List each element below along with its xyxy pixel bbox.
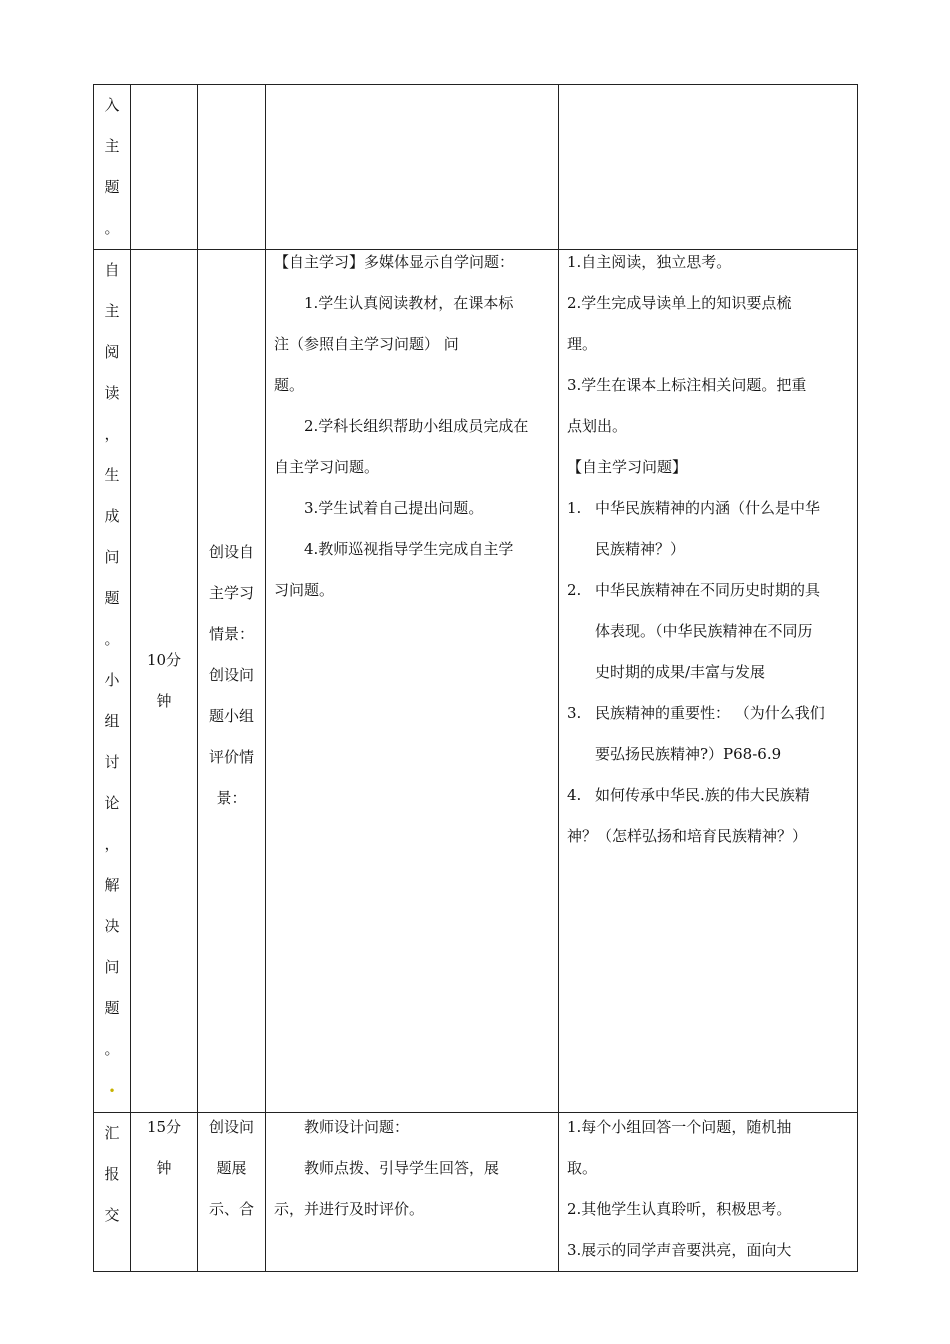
stage-char: ， [104, 425, 120, 443]
questions-list [567, 488, 849, 857]
stage-char: 成 [104, 507, 120, 525]
question-text: 体表现。（中华民族精神在不同历 [595, 622, 813, 640]
stage-char: 阅 [104, 343, 120, 361]
time-line: 钟 [156, 1159, 172, 1177]
teacher-line: 教师点拨、引导学生回答，展 [304, 1159, 500, 1177]
question-number [567, 611, 595, 652]
scene-line: 情景： [208, 625, 254, 643]
teacher-activity-cell [266, 250, 559, 1113]
stage-char: 题 [104, 178, 120, 196]
scene-line: 创设问 [208, 1118, 254, 1136]
question-number: 1. [567, 499, 582, 517]
teacher-line: 1.学生认真阅读教材，在课本标 [304, 294, 514, 312]
table-row [94, 85, 858, 250]
scene-line: 主学习 [208, 584, 254, 602]
scene-line: 示、合 [208, 1200, 254, 1218]
scene-cell [198, 85, 266, 250]
list-item [567, 529, 849, 570]
stage-char: 。 [104, 630, 120, 648]
student-line: 理。 [567, 335, 598, 353]
stage-char: 入 [104, 96, 120, 114]
student-line: 2.学生完成导读单上的知识要点梳 [567, 294, 792, 312]
stage-char: 。 [104, 219, 120, 237]
student-line: 3.学生在课本上标注相关问题。把重 [567, 376, 807, 394]
stage-char: 题 [104, 589, 120, 607]
question-number [567, 734, 595, 775]
stage-char: 主 [104, 302, 120, 320]
student-activity-cell [559, 1113, 858, 1272]
stage-char: 生 [104, 466, 120, 484]
question-text: 如何传承中华民.族的伟大民族精 [595, 786, 810, 804]
teacher-line: 2.学科长组织帮助小组成员完成在 [304, 417, 529, 435]
stage-char: 读 [104, 384, 120, 402]
student-line: 1.自主阅读，独立思考。 [567, 253, 732, 271]
student-activity-cell [559, 85, 858, 250]
teacher-activity-cell [266, 85, 559, 250]
time-line: 15分 [146, 1118, 182, 1136]
list-item [567, 652, 849, 693]
stage-char: 题 [104, 999, 120, 1017]
questions-title: 【自主学习问题】 [567, 458, 688, 476]
teacher-line: 4.教师巡视指导学生完成自主学 [304, 540, 514, 558]
table-row [94, 250, 858, 1113]
question-text: 民族精神的重要性： （为什么我们 [595, 704, 825, 722]
stage-char: 交 [104, 1206, 120, 1224]
question-number: 3. [567, 704, 582, 722]
question-text: 民族精神？） [595, 540, 686, 558]
question-number: 2. [567, 581, 582, 599]
student-line: 3.展示的同学声音要洪亮，面向大 [567, 1241, 792, 1259]
scene-line: 景： [216, 789, 247, 807]
question-text: 中华民族精神在不同历史时期的具 [595, 581, 821, 599]
scene-cell [198, 1113, 266, 1272]
student-line: 2.其他学生认真聆听，积极思考。 [567, 1200, 792, 1218]
stage-char: 解 [104, 876, 120, 894]
stage-char: 问 [104, 958, 120, 976]
list-item [567, 816, 849, 857]
stage-char: 决 [104, 917, 120, 935]
teacher-line: 题。 [274, 376, 305, 394]
teacher-line: 【自主学习】多媒体显示自学问题： [274, 253, 515, 271]
stage-char: 自 [104, 261, 120, 279]
list-item [567, 734, 849, 775]
list-item [567, 570, 849, 611]
question-text: 中华民族精神的内涵（什么是中华 [595, 499, 821, 517]
marker-dot: • [108, 1084, 116, 1098]
stage-char: 论 [104, 794, 120, 812]
time-cell [131, 250, 198, 1113]
question-number: 4. [567, 786, 582, 804]
scene-cell [198, 250, 266, 1113]
stage-cell [94, 1113, 131, 1272]
teacher-line: 自主学习问题。 [274, 458, 380, 476]
stage-char: 讨 [104, 753, 120, 771]
lesson-plan-table [93, 84, 858, 1272]
scene-line: 评价情 [208, 748, 254, 766]
student-line: 1.每个小组回答一个问题，随机抽 [567, 1118, 792, 1136]
time-line: 钟 [156, 692, 172, 710]
stage-char: ， [104, 835, 120, 853]
question-number [567, 652, 595, 693]
scene-line: 题展 [216, 1159, 247, 1177]
question-text: 要弘扬民族精神?）P68-6.9 [595, 745, 782, 763]
stage-char: 报 [104, 1165, 120, 1183]
time-cell [131, 1113, 198, 1272]
teacher-line: 教师设计问题： [304, 1118, 410, 1136]
stage-char: 小 [104, 671, 120, 689]
scene-line: 题小组 [208, 707, 254, 725]
teacher-line: 习问题。 [274, 581, 335, 599]
stage-char: 主 [104, 137, 120, 155]
table-row [94, 1113, 858, 1272]
list-item [567, 488, 849, 529]
time-line: 10分 [146, 651, 182, 669]
teacher-line: 3.学生试着自己提出问题。 [304, 499, 484, 517]
list-item [567, 775, 849, 816]
student-line: 取。 [567, 1159, 598, 1177]
scene-line: 创设自 [208, 543, 254, 561]
list-item [567, 693, 849, 734]
scene-line: 创设问 [208, 666, 254, 684]
question-text: 史时期的成果/丰富与发展 [595, 663, 766, 681]
stage-cell [94, 250, 131, 1113]
stage-char: 。 [104, 1040, 120, 1058]
list-item [567, 611, 849, 652]
stage-char: 问 [104, 548, 120, 566]
stage-char: 汇 [104, 1124, 120, 1142]
student-line: 点划出。 [567, 417, 628, 435]
teacher-activity-cell [266, 1113, 559, 1272]
question-number [567, 529, 595, 570]
question-text: 神？（怎样弘扬和培育民族精神？） [567, 827, 808, 845]
teacher-line: 注（参照自主学习问题） 问 [274, 335, 459, 353]
student-activity-cell [559, 250, 858, 1113]
teacher-line: 示，并进行及时评价。 [274, 1200, 425, 1218]
stage-char: 组 [104, 712, 120, 730]
stage-cell [94, 85, 131, 250]
time-cell [131, 85, 198, 250]
